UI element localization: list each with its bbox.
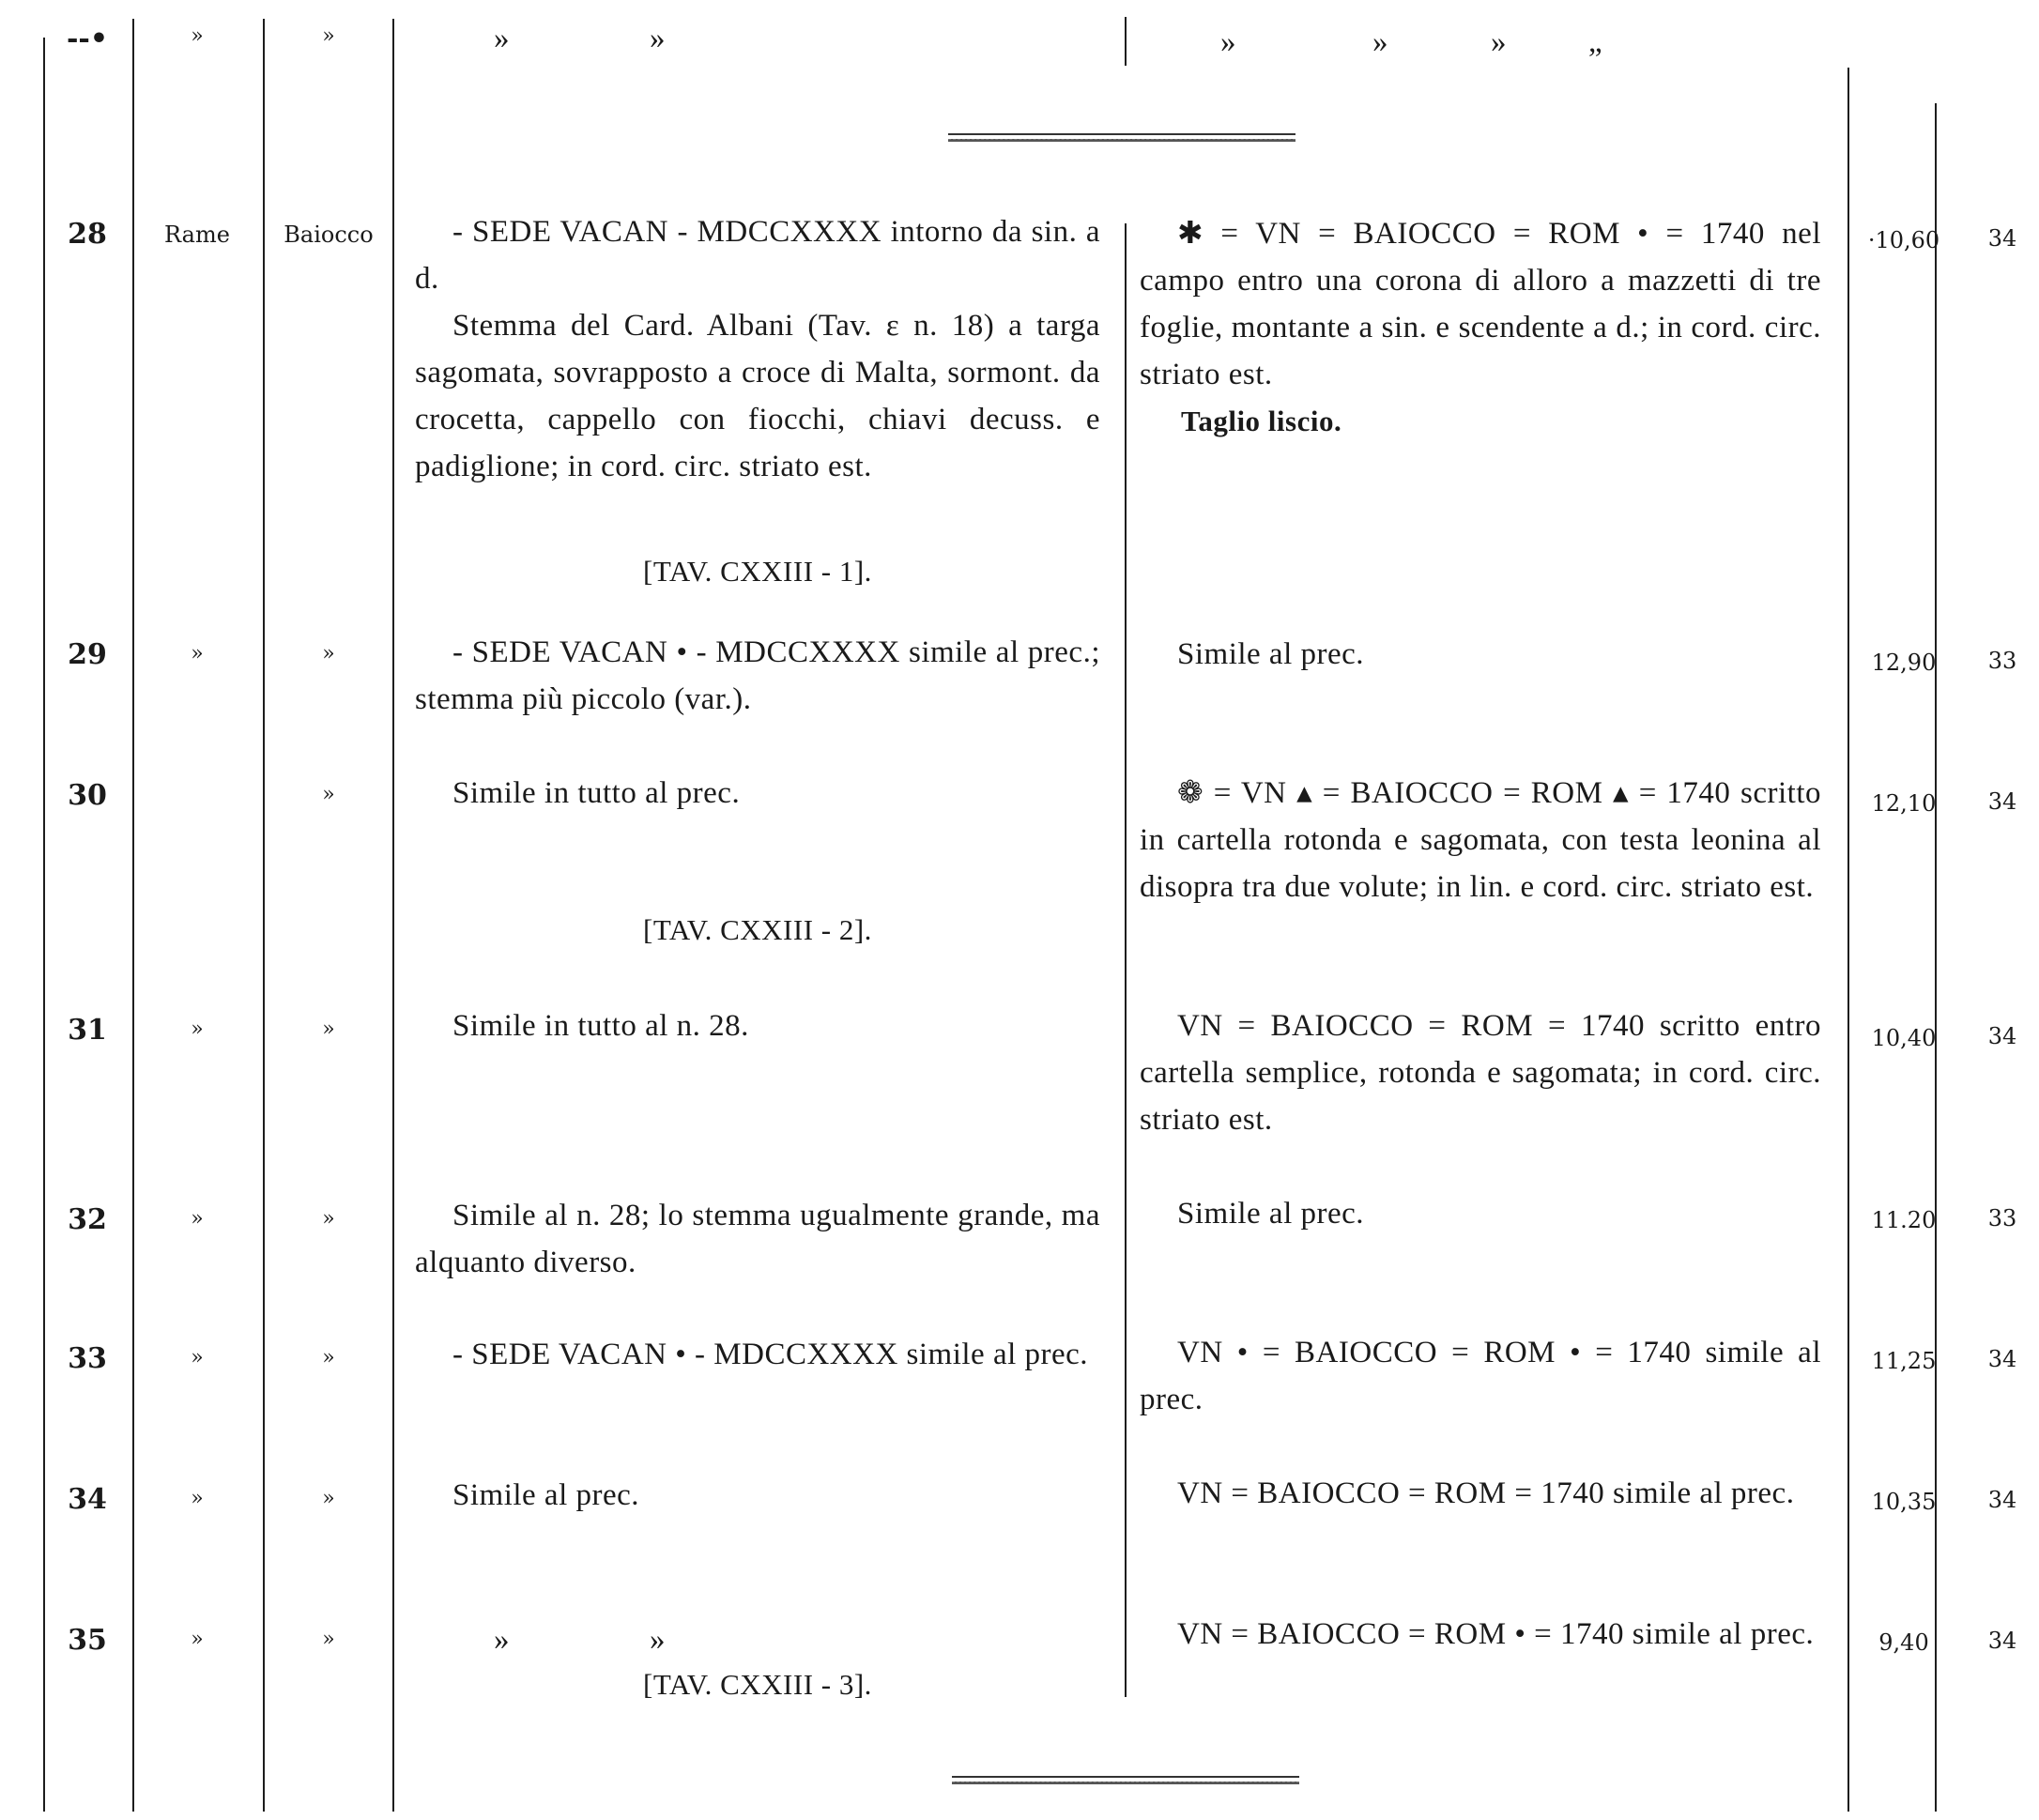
coin-number: 29 <box>68 638 107 671</box>
reverse-text: VN = BAIOCCO = ROM = 1740 scritto entro cartella semplice, rotonda e sagomata; in cord. circ. striato est. <box>1140 1009 1821 1137</box>
coin-diameter: 34 <box>1987 1487 2017 1513</box>
top-row-reverse-ditto-1: » <box>1220 25 1236 59</box>
obverse-text-2: Stemma del Card. Albani (Tav. ε n. 18) a targa sagomata, sovrapposto a croce di Malta, sormont. da crocetta, cappello con fiocchi, chiavi decuss. e padiglione; in cord. circ. striato est. <box>415 309 1100 483</box>
coin-denomination: » <box>322 1017 335 1041</box>
obverse-text: - SEDE VACAN • - MDCCXXXX simile al prec. <box>452 1338 1089 1371</box>
reverse-text: VN = BAIOCCO = ROM = 1740 simile al prec. <box>1177 1476 1795 1510</box>
coin-number: 30 <box>68 779 107 812</box>
coin-diameter: 34 <box>1987 1023 2017 1049</box>
coin-number: 32 <box>68 1203 107 1236</box>
plate-reference: [TAV. CXXIII - 3]. <box>643 1668 872 1701</box>
rule-denom <box>392 19 394 1812</box>
obverse-text: Simile al n. 28; lo stemma ugualmente grande, ma alquanto diverso. <box>415 1199 1100 1279</box>
reverse-text: Simile al prec. <box>1177 637 1365 671</box>
rule-diam <box>1935 103 1937 1812</box>
coin-metal: » <box>191 1207 204 1231</box>
coin-weight: 11,25 <box>1871 1348 1937 1374</box>
coin-number: 28 <box>68 218 107 251</box>
coin-weight: 12,90 <box>1871 650 1937 676</box>
rule-middle <box>1125 223 1127 1697</box>
obverse-text: Simile in tutto al prec. <box>452 776 741 810</box>
coin-diameter: 34 <box>1987 1628 2017 1654</box>
top-row-obverse-ditto-1: » <box>494 22 510 55</box>
coin-weight: 12,10 <box>1871 790 1937 817</box>
coin-metal: » <box>191 1628 204 1651</box>
plate-reference: [TAV. CXXIII - 1]. <box>643 555 872 588</box>
top-row-denom: » <box>322 24 335 48</box>
top-row-reverse-ditto-4: „ <box>1588 25 1603 59</box>
coin-number: 34 <box>68 1483 107 1516</box>
coin-number: 31 <box>68 1014 107 1047</box>
rule-num <box>132 19 134 1812</box>
coin-weight: 11.20 <box>1871 1207 1937 1233</box>
obverse-legend <box>415 208 1100 490</box>
coin-weight: 10,35 <box>1871 1489 1937 1515</box>
obverse-text: Simile al prec. <box>452 1478 640 1512</box>
obverse-text: Simile in tutto al n. 28. <box>452 1009 749 1043</box>
top-row-obverse-ditto-2: » <box>650 22 666 55</box>
coin-weight: 10,40 <box>1871 1025 1937 1051</box>
coin-diameter: 33 <box>1987 648 2017 674</box>
coin-diameter: 34 <box>1987 1346 2017 1372</box>
coin-metal: » <box>191 1346 204 1369</box>
coin-metal: » <box>191 1017 204 1041</box>
top-row-reverse-ditto-2: » <box>1372 25 1388 59</box>
coin-denomination: » <box>322 1346 335 1369</box>
rule-weight <box>1847 68 1849 1812</box>
obverse-ditto-2: » <box>650 1623 666 1657</box>
reverse-text: VN = BAIOCCO = ROM • = 1740 simile al prec. <box>1177 1617 1815 1651</box>
reverse-text: ❁ = VN ▴ = BAIOCCO = ROM ▴ = 1740 scritto in cartella rotonda e sagomata, con testa leonina al disopra tra due volute; in lin. e cord. circ. striato est. <box>1140 776 1821 904</box>
coin-diameter: 33 <box>1987 1205 2017 1231</box>
edge-note: Taglio liscio. <box>1181 405 1342 437</box>
reverse-text: ✱ = VN = BAIOCCO = ROM • = 1740 nel campo entro una corona di alloro a mazzetti di tre foglie, montante a sin. e scendente a d.; in cord. circ. striato est. <box>1140 217 1821 391</box>
coin-metal: » <box>191 642 204 665</box>
coin-denomination: » <box>322 642 335 665</box>
rule-left <box>43 38 45 1812</box>
rule-metal <box>263 19 265 1812</box>
obverse-ditto-1: » <box>494 1623 510 1657</box>
coin-metal: Rame <box>164 222 230 248</box>
coin-weight: 9,40 <box>1878 1629 1929 1656</box>
coin-metal: » <box>191 1487 204 1510</box>
coin-denomination: » <box>322 1628 335 1651</box>
top-row-num: --• <box>66 23 109 55</box>
top-row-metal: » <box>191 24 204 48</box>
coin-diameter: 34 <box>1987 225 2017 252</box>
reverse-text: VN • = BAIOCCO = ROM • = 1740 simile al prec. <box>1140 1336 1821 1416</box>
coin-denomination: » <box>322 783 335 806</box>
coin-denomination: » <box>322 1487 335 1510</box>
obverse-text: - SEDE VACAN - MDCCXXXX intorno da sin. a d. <box>415 215 1100 296</box>
reverse-legend <box>1140 210 1821 445</box>
top-row-reverse-ditto-3: » <box>1491 25 1507 59</box>
coin-weight: ·10,60 <box>1867 227 1940 253</box>
coin-number: 33 <box>68 1342 107 1375</box>
reverse-text: Simile al prec. <box>1177 1197 1365 1231</box>
plate-reference: [TAV. CXXIII - 2]. <box>643 913 872 946</box>
coin-number: 35 <box>68 1624 107 1657</box>
coin-denomination: » <box>322 1207 335 1231</box>
obverse-text: - SEDE VACAN • - MDCCXXXX simile al prec.; stemma più piccolo (var.). <box>415 635 1100 716</box>
rule-middle-top <box>1125 17 1127 66</box>
separator-bottom <box>952 1776 1299 1784</box>
separator-top <box>948 133 1295 142</box>
coin-diameter: 34 <box>1987 788 2017 815</box>
coin-denomination: Baiocco <box>284 222 374 248</box>
